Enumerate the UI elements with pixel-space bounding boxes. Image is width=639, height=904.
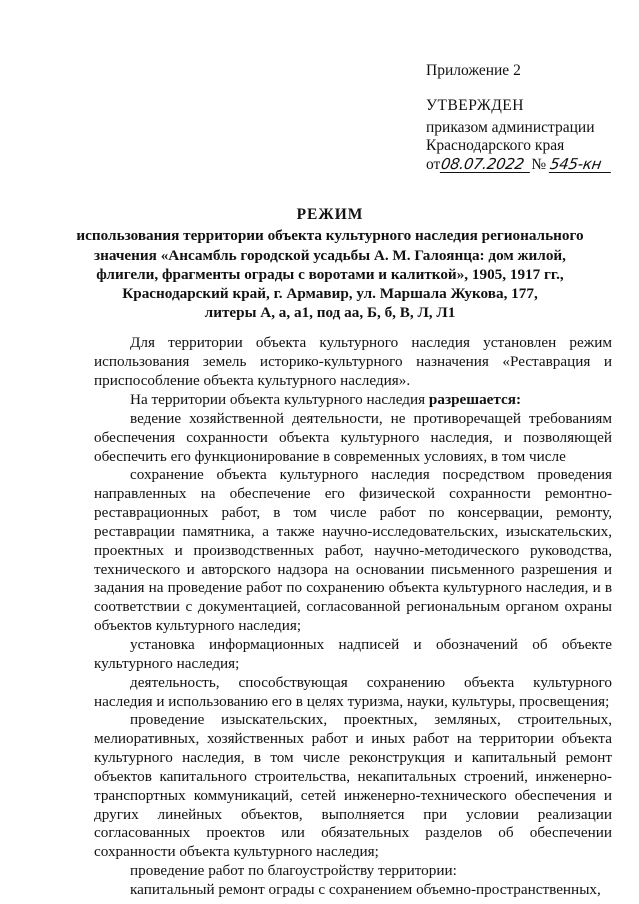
paragraph-landscaping: проведение работ по благоустройству территории: (130, 862, 457, 880)
allowed-keyword: разрешается: (428, 391, 522, 409)
heading-title: РЕЖИМ (296, 206, 364, 223)
heading-line-3: флигели, фрагменты ограды с воротами и калиткой», 1905, 1917 гг., (96, 265, 564, 283)
allowed-intro-text: На территории объекта культурного наследия (130, 391, 429, 409)
approval-date-number-line (426, 156, 612, 174)
number-sign: № (531, 156, 547, 173)
approval-line-region: Краснодарского края (426, 137, 565, 154)
date-prefix: от (426, 156, 441, 173)
paragraph-regime: Для территории объекта культурного наследия установлен режим использования земель историко-культурного назначения «Реставрация и приспособление объекта культурного наследия». (94, 334, 612, 389)
approval-title: УТВЕРЖДЕН (426, 97, 524, 114)
heading-line-2: значения «Ансамбль городской усадьбы А. М. Галоянца: дом жилой, (94, 246, 566, 264)
approval-line-order: приказом администрации (426, 119, 595, 136)
heading-line-4: Краснодарский край, г. Армавир, ул. Маршала Жукова, 177, (122, 285, 538, 303)
handwritten-date: 08.07.2022 (440, 156, 532, 173)
heading-line-1: использования территории объекта культурного наследия регионального (76, 227, 584, 245)
paragraph-economic-activity: ведение хозяйственной деятельности, не противоречащей требованиям обеспечения сохранности объекта культурного наследия, и позволяющей обеспечить его функционирование в современных условиях, в том числе (94, 409, 612, 465)
document-body (94, 334, 612, 900)
appendix-label: Приложение 2 (426, 62, 521, 79)
approval-block (426, 97, 612, 174)
paragraph-information-signs: установка информационных надписей и обозначений об объекте культурного наследия; (94, 636, 612, 672)
paragraph-tourism: деятельность, способствующая сохранению объекта культурного наследия и использованию его в целях туризма, науки, культуры, просвещения; (94, 673, 612, 710)
heading-line-5: литеры А, а, а1, под аа, Б, б, В, Л, Л1 (204, 304, 456, 322)
paragraph-allowed-intro (94, 391, 612, 410)
handwritten-number: 545-кн (549, 156, 613, 173)
paragraph-construction-works: проведение изыскательских, проектных, земляных, строительных, мелиоративных, хозяйственных работ и иных работ на территории объекта культурного наследия, в том числе реконструкция и капитальный ремонт объектов капитального строительства, некапитальных строений, инженерно-транспортных коммуникаций, сетей инженерно-технического обеспечения и других линейных объектов, выполняется при условии реализации согласованных проектов или обязательных разделов об обеспечении сохранности объекта культурного наследия; (94, 711, 612, 861)
paragraph-fence-repair: капитальный ремонт ограды с сохранением объемно-пространственных, (130, 880, 601, 898)
document-heading (60, 205, 600, 323)
paragraph-preservation: сохранение объекта культурного наследия посредством проведения направленных на обеспечение его физической сохранности ремонтно-реставрационных работ, в том числе работ по консервации, ремонту, реставрации памятника, а также научно-исследовательских, изыскательских, проектных и производственных работ, научно-методического руководства, технического и авторского надзора на основании письменного разрешения и задания на проведение работ по сохранению объекта культурного наследия, и в соответствии с документацией, согласованной региональным органом охраны объектов культурного наследия; (94, 466, 612, 635)
